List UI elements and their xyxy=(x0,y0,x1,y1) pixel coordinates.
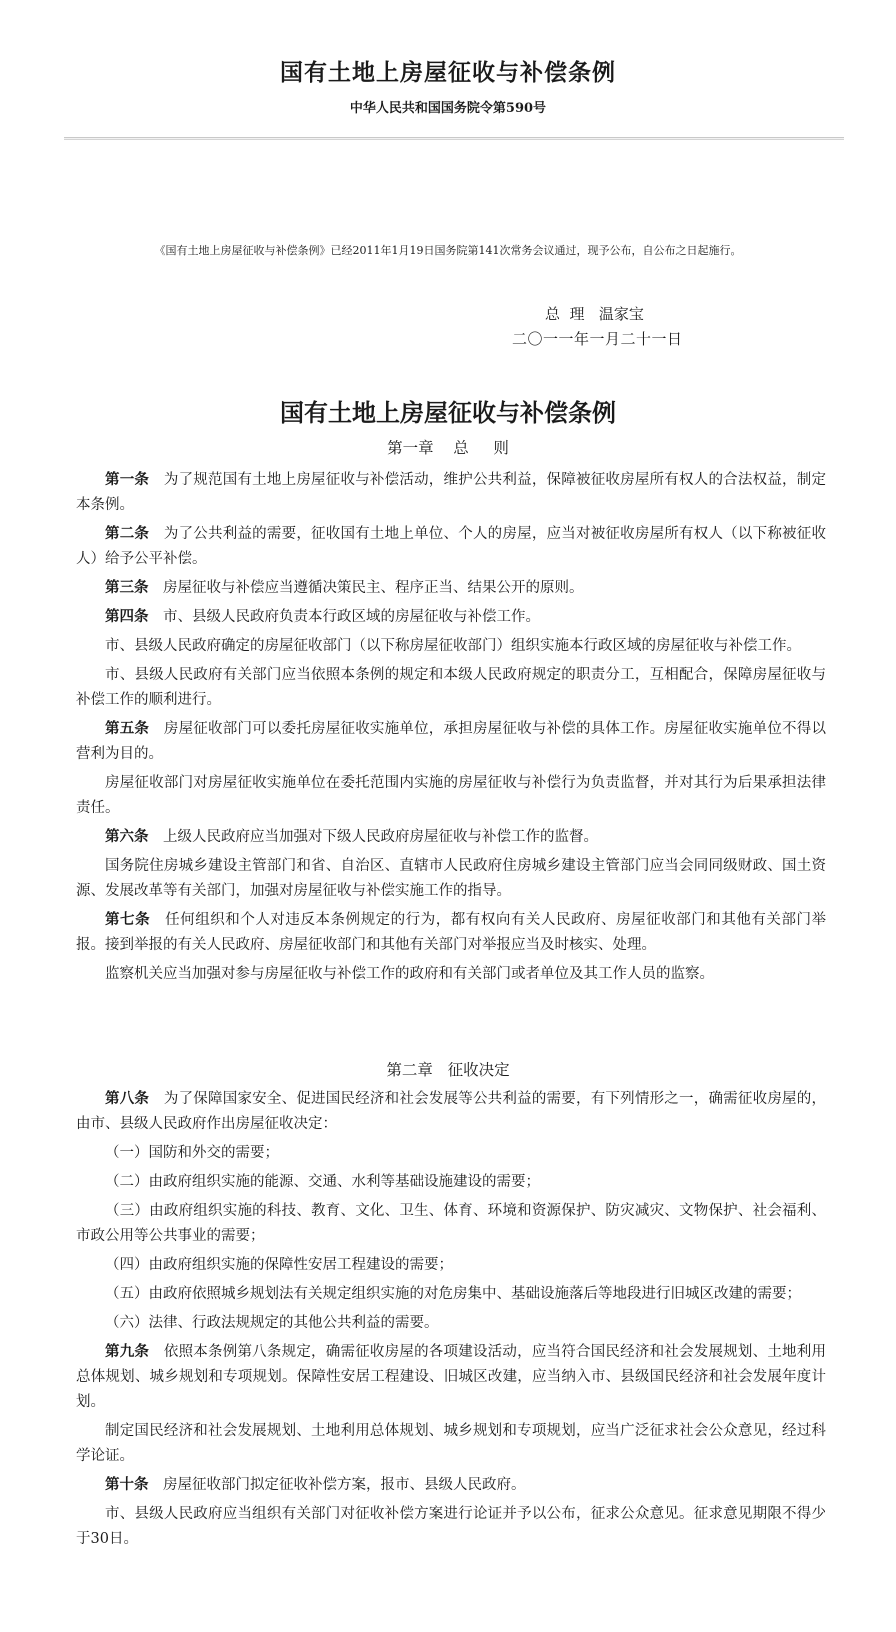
paragraph xyxy=(76,663,826,713)
paragraph xyxy=(76,522,826,572)
paragraph xyxy=(76,854,826,904)
paragraph-text: 国务院住房城乡建设主管部门和省、自治区、直辖市人民政府住房城乡建设主管部门应当会同同级财政、国土资源、发展改革等有关部门，加强对房屋征收与补偿实施工作的指导。 xyxy=(76,858,826,899)
header-divider xyxy=(64,137,844,141)
article-number: 第七条 xyxy=(105,912,151,928)
signer: 总 理 温家宝 xyxy=(545,305,644,323)
paragraph xyxy=(76,605,826,630)
paragraph-text: 为了公共利益的需要，征收国有土地上单位、个人的房屋，应当对被征收房屋所有权人（以下称被征收人）给予公平补偿。 xyxy=(76,526,826,567)
article-number: 第三条 xyxy=(105,580,149,596)
paragraph xyxy=(76,1340,826,1415)
paragraph xyxy=(76,825,826,850)
paragraph-text: （一）国防和外交的需要； xyxy=(105,1145,279,1161)
paragraph-text: （二）由政府组织实施的能源、交通、水利等基础设施建设的需要； xyxy=(105,1174,540,1190)
paragraph xyxy=(76,1311,826,1336)
paragraph-text: （四）由政府组织实施的保障性安居工程建设的需要； xyxy=(105,1257,453,1273)
article-number: 第五条 xyxy=(105,721,150,737)
paragraph xyxy=(76,962,826,987)
paragraph-text: 市、县级人民政府有关部门应当依照本条例的规定和本级人民政府规定的职责分工，互相配合，保障房屋征收与补偿工作的顺利进行。 xyxy=(76,667,826,708)
paragraph xyxy=(76,1502,826,1552)
paragraph-text: 上级人民政府应当加强对下级人民政府房屋征收与补偿工作的监督。 xyxy=(163,829,598,845)
article-number: 第九条 xyxy=(105,1344,150,1360)
paragraph xyxy=(76,1087,826,1137)
paragraph-text: 市、县级人民政府负责本行政区域的房屋征收与补偿工作。 xyxy=(163,609,540,625)
chapter-title: 第一章 总 则 xyxy=(387,439,509,457)
paragraph xyxy=(76,1473,826,1498)
paragraph-text: 市、县级人民政府应当组织有关部门对征收补偿方案进行论证并予以公布，征求公众意见。征求意见期限不得少于30日。 xyxy=(76,1506,826,1547)
chapter-body xyxy=(76,468,826,991)
paragraph-text: 任何组织和个人对违反本条例规定的行为，都有权向有关人民政府、房屋征收部门和其他有关部门举报。接到举报的有关人民政府、房屋征收部门和其他有关部门对举报应当及时核实、处理。 xyxy=(76,912,827,953)
paragraph xyxy=(76,468,826,518)
paragraph-text: 为了规范国有土地上房屋征收与补偿活动，维护公共利益，保障被征收房屋所有权人的合法权益，制定本条例。 xyxy=(76,472,826,513)
decree-number: 中华人民共和国国务院令第590号 xyxy=(349,101,547,116)
paragraph xyxy=(76,1419,826,1469)
paragraph-text: （六）法律、行政法规规定的其他公共利益的需要。 xyxy=(105,1315,439,1331)
article-number: 第八条 xyxy=(105,1091,150,1107)
paragraph-text: 房屋征收部门可以委托房屋征收实施单位，承担房屋征收与补偿的具体工作。房屋征收实施单位不得以营利为目的。 xyxy=(76,721,826,762)
paragraph xyxy=(76,576,826,601)
paragraph-text: 监察机关应当加强对参与房屋征收与补偿工作的政府和有关部门或者单位及其工作人员的监察。 xyxy=(105,966,714,982)
article-number: 第二条 xyxy=(105,526,150,542)
announcement-text: 《国有土地上房屋征收与补偿条例》已经2011年1月19日国务院第141次常务会议通过，现予公布，自公布之日起施行。 xyxy=(154,244,742,257)
paragraph-text: 市、县级人民政府确定的房屋征收部门（以下称房屋征收部门）组织实施本行政区域的房屋征收与补偿工作。 xyxy=(105,638,801,654)
article-number: 第十条 xyxy=(105,1477,149,1493)
paragraph xyxy=(76,771,826,821)
paragraph-text: （五）由政府依照城乡规划法有关规定组织实施的对危房集中、基础设施落后等地段进行旧城区改建的需要； xyxy=(105,1286,801,1302)
article-number: 第一条 xyxy=(105,472,150,488)
paragraph-text: 为了保障国家安全、促进国民经济和社会发展等公共利益的需要，有下列情形之一，确需征收房屋的，由市、县级人民政府作出房屋征收决定： xyxy=(76,1091,826,1132)
paragraph xyxy=(76,1282,826,1307)
paragraph-text: 制定国民经济和社会发展规划、土地利用总体规划、城乡规划和专项规划，应当广泛征求社会公众意见，经过科学论证。 xyxy=(76,1423,826,1464)
paragraph xyxy=(76,908,826,958)
paragraph-text: 房屋征收与补偿应当遵循决策民主、程序正当、结果公开的原则。 xyxy=(163,580,584,596)
header-title: 国有土地上房屋征收与补偿条例 xyxy=(280,60,616,86)
paragraph-text: 依照本条例第八条规定，确需征收房屋的各项建设活动，应当符合国民经济和社会发展规划、土地利用总体规划、城乡规划和专项规划。保障性安居工程建设、旧城区改建，应当纳入市、县级国民经济和社会发展年度计划。 xyxy=(76,1344,826,1410)
article-number: 第六条 xyxy=(105,829,149,845)
chapter-title: 第二章 征收决定 xyxy=(386,1061,510,1079)
paragraph xyxy=(76,634,826,659)
paragraph xyxy=(76,1141,826,1166)
paragraph-text: （三）由政府组织实施的科技、教育、文化、卫生、体育、环境和资源保护、防灾减灾、文物保护、社会福利、市政公用等公共事业的需要； xyxy=(76,1203,826,1244)
main-title: 国有土地上房屋征收与补偿条例 xyxy=(280,399,616,427)
paragraph-text: 房屋征收部门对房屋征收实施单位在委托范围内实施的房屋征收与补偿行为负责监督，并对其行为后果承担法律责任。 xyxy=(76,775,826,816)
paragraph xyxy=(76,1253,826,1278)
chapter-body xyxy=(76,1087,826,1556)
article-number: 第四条 xyxy=(105,609,149,625)
paragraph-text: 房屋征收部门拟定征收补偿方案，报市、县级人民政府。 xyxy=(163,1477,526,1493)
paragraph xyxy=(76,717,826,767)
paragraph xyxy=(76,1170,826,1195)
signature-date: 二〇一一年一月二十一日 xyxy=(512,330,683,348)
paragraph xyxy=(76,1199,826,1249)
